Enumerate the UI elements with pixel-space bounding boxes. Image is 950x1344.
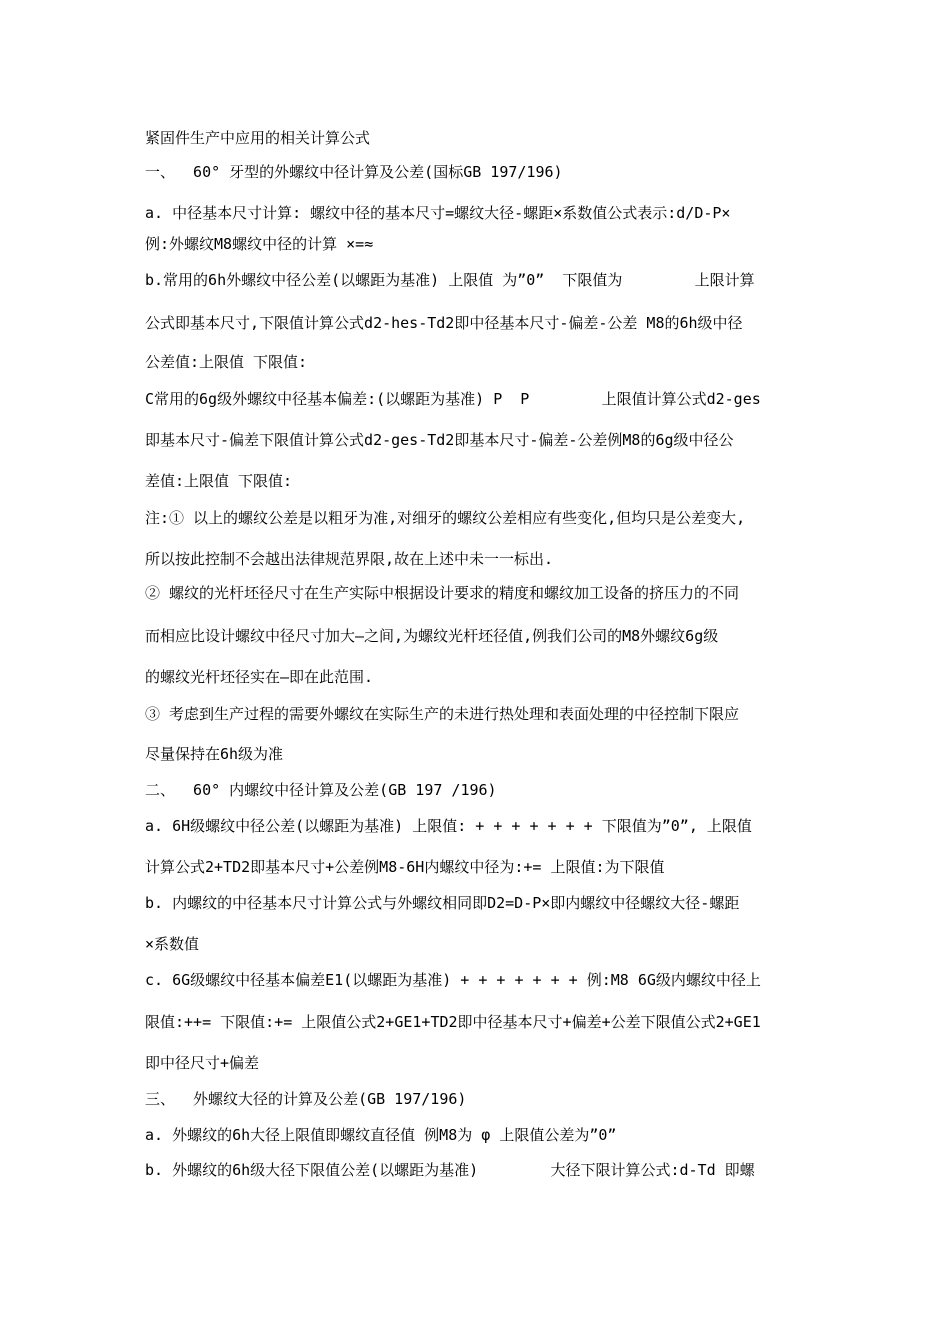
text-line: ×系数值 bbox=[145, 935, 200, 953]
text-line: a. 外螺纹的6h大径上限值即螺纹直径值 例M8为 φ 上限值公差为”0” bbox=[145, 1126, 617, 1144]
note-line: ③ 考虑到生产过程的需要外螺纹在实际生产的未进行热处理和表面处理的中径控制下限应 bbox=[145, 705, 740, 723]
text-line: 公差值:上限值 下限值: bbox=[145, 353, 308, 371]
note-line: 注:① 以上的螺纹公差是以粗牙为准,对细牙的螺纹公差相应有些变化,但均只是公差变大, bbox=[145, 509, 746, 527]
note-line: 所以按此控制不会越出法律规范界限,故在上述中未一一标出. bbox=[145, 550, 554, 568]
section-heading: 二、 60° 内螺纹中径计算及公差(GB 197 /196) bbox=[145, 781, 497, 799]
note-line: ② 螺纹的光杆坯径尺寸在生产实际中根据设计要求的精度和螺纹加工设备的挤压力的不同 bbox=[145, 584, 740, 602]
text-line: c. 6G级螺纹中径基本偏差E1(以螺距为基准) + + + + + + + 例:M8 6G级内螺纹中径上 bbox=[145, 971, 761, 989]
note-line: 的螺纹光杆坯径实在—即在此范围. bbox=[145, 668, 374, 686]
text-line: a. 中径基本尺寸计算: 螺纹中径的基本尺寸=螺纹大径-螺距×系数值公式表示:d/D-P× bbox=[145, 204, 731, 222]
text-line: C常用的6g级外螺纹中径基本偏差:(以螺距为基准) P P 上限值计算公式d2-ges bbox=[145, 390, 761, 408]
text-line: b. 外螺纹的6h级大径下限值公差(以螺距为基准) 大径下限计算公式:d-Td 即螺 bbox=[145, 1161, 755, 1179]
text-line: 例:外螺纹M8螺纹中径的计算 ×=≈ bbox=[145, 235, 374, 253]
text-line: b. 内螺纹的中径基本尺寸计算公式与外螺纹相同即D2=D-P×即内螺纹中径螺纹大径-螺距 bbox=[145, 894, 740, 912]
section-heading: 一、 60° 牙型的外螺纹中径计算及公差(国标GB 197/196) bbox=[145, 163, 563, 181]
section-heading: 三、 外螺纹大径的计算及公差(GB 197/196) bbox=[145, 1090, 467, 1108]
note-line: 尽量保持在6h级为准 bbox=[145, 745, 284, 763]
text-line: 即基本尺寸-偏差下限值计算公式d2-ges-Td2即基本尺寸-偏差-公差例M8的6g级中径公 bbox=[145, 431, 734, 449]
text-line: b.常用的6h外螺纹中径公差(以螺距为基准) 上限值 为”0” 下限值为 上限计算 bbox=[145, 271, 755, 289]
text-line: 限值:++= 下限值:+= 上限值公式2+GE1+TD2即中径基本尺寸+偏差+公差下限值公式2+GE1 bbox=[145, 1013, 761, 1031]
document-title: 紧固件生产中应用的相关计算公式 bbox=[145, 129, 371, 147]
text-line: 即中径尺寸+偏差 bbox=[145, 1054, 260, 1072]
text-line: 公式即基本尺寸,下限值计算公式d2-hes-Td2即中径基本尺寸-偏差-公差 M8的6h级中径 bbox=[145, 314, 743, 332]
note-line: 而相应比设计螺纹中径尺寸加大—之间,为螺纹光杆坯径值,例我们公司的M8外螺纹6g级 bbox=[145, 627, 719, 645]
text-line: 差值:上限值 下限值: bbox=[145, 472, 293, 490]
text-line: a. 6H级螺纹中径公差(以螺距为基准) 上限值: + + + + + + + 下限值为”0”, 上限值 bbox=[145, 817, 752, 835]
text-line: 计算公式2+TD2即基本尺寸+公差例M8-6H内螺纹中径为:+= 上限值:为下限值 bbox=[145, 858, 665, 876]
